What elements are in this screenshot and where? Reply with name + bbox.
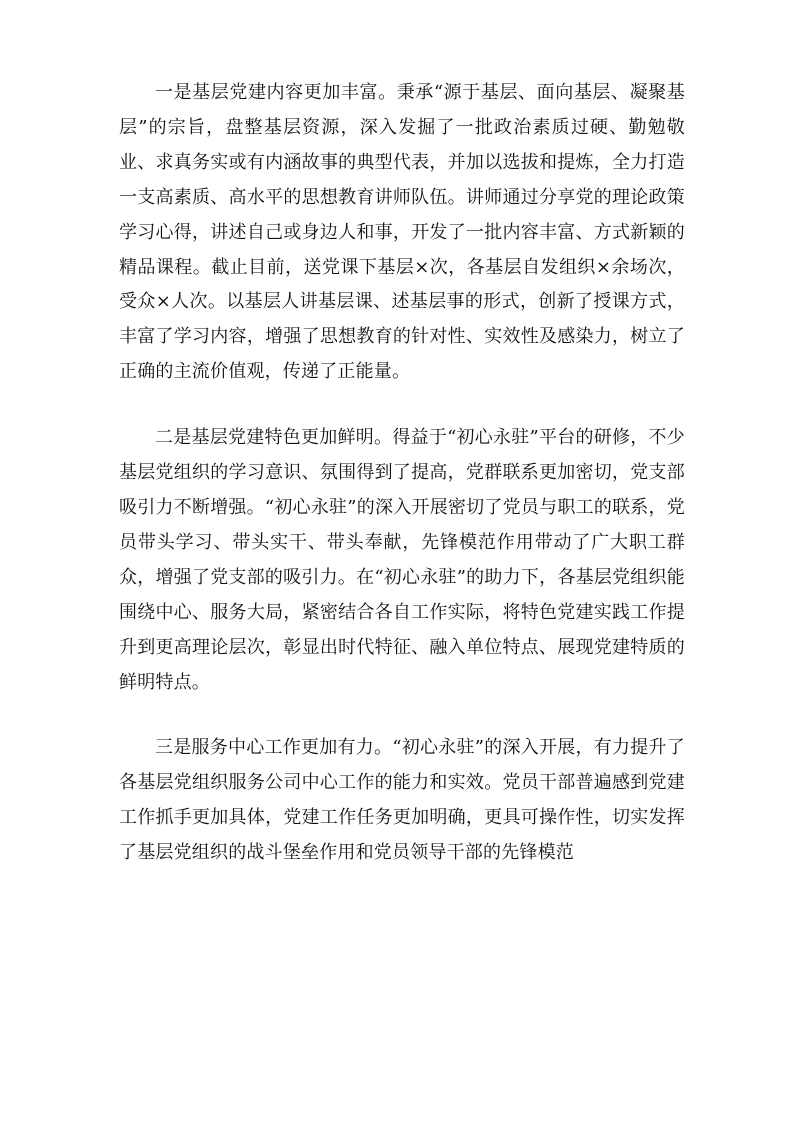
paragraph-2: 二是基层党建特色更加鲜明。得益于“初心永驻”平台的研修，不少基层党组织的学习意识、氛围得到了提高，党群联系更加密切，党支部吸引力不断增强。“初心永驻”的深入开展密切了党员与职工的联系，党员带头学习、带头实干、带头奉献，先锋模范作用带动了广大职工群众，增强了党支部的吸引力。在“初心永驻”的助力下，各基层党组织能围绕中心、服务大局，紧密结合各自工作实际，将特色党建实践工作提升到更高理论层次，彰显出时代特征、融入单位特点、展现党建特质的鲜明特点。 (119, 427, 685, 693)
paragraph-3: 三是服务中心工作更加有力。“初心永驻”的深入开展，有力提升了各基层党组织服务公司中心工作的能力和实效。党员干部普遍感到党建工作抓手更加具体，党建工作任务更加明确，更具可操作性，切实发挥了基层党组织的战斗堡垒作用和党员领导干部的先锋模范 (119, 737, 685, 864)
document-body (119, 76, 685, 871)
paragraph-1: 一是基层党建内容更加丰富。秉承“源于基层、面向基层、凝聚基层”的宗旨，盘整基层资源，深入发掘了一批政治素质过硬、勤勉敬业、求真务实或有内涵故事的典型代表，并加以选拔和提炼，全力打造一支高素质、高水平的思想教育讲师队伍。讲师通过分享党的理论政策学习心得，讲述自己或身边人和事，开发了一批内容丰富、方式新颖的精品课程。截止目前，送党课下基层×次，各基层自发组织×余场次，受众×人次。以基层人讲基层课、述基层事的形式，创新了授课方式，丰富了学习内容，增强了思想教育的针对性、实效性及感染力，树立了正确的主流价值观，传递了正能量。 (119, 82, 685, 383)
